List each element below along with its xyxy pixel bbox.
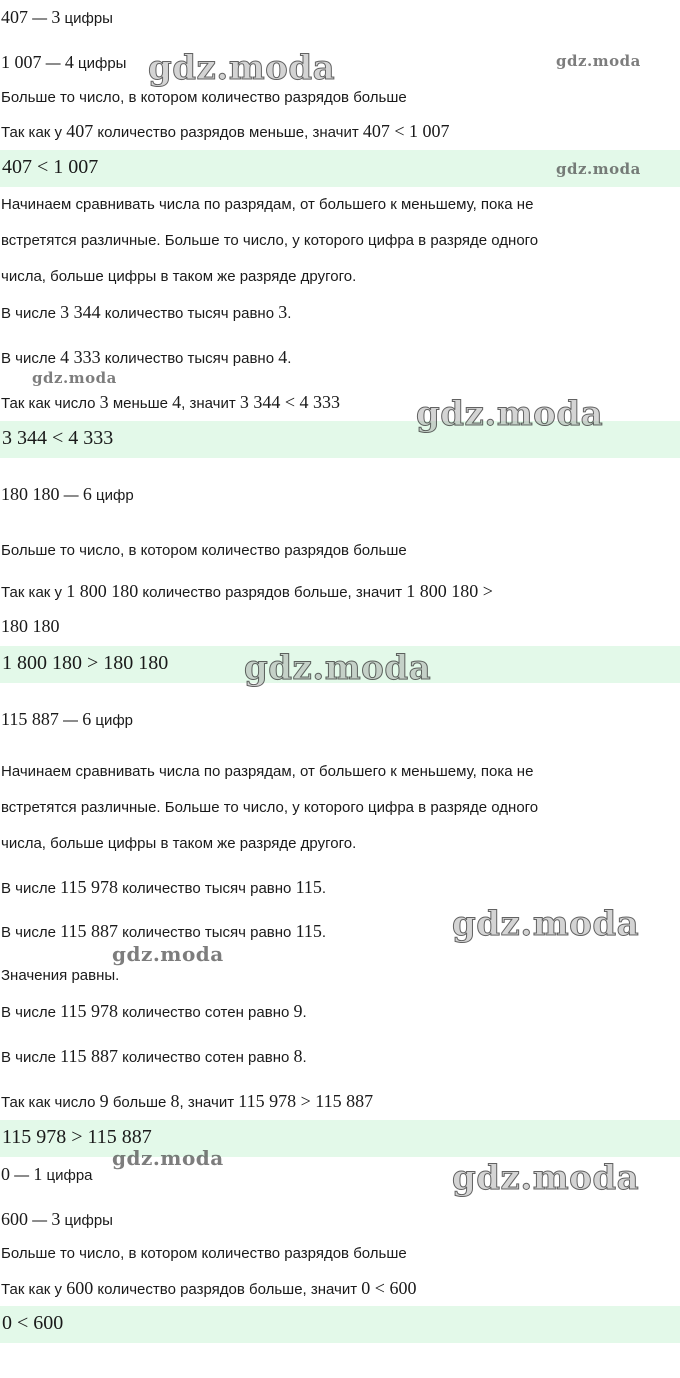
watermark: gdz.moda bbox=[556, 160, 641, 178]
math-expression: 0 < 600 bbox=[361, 1278, 417, 1298]
text: Так как у bbox=[1, 124, 67, 141]
text: Начинаем сравнивать числа по разрядам, от большего к меньшему, пока не bbox=[1, 763, 534, 780]
text: количество разрядов больше, значит bbox=[138, 584, 407, 601]
text: . bbox=[321, 880, 327, 897]
line-1007-digits bbox=[1, 51, 126, 75]
rule-text bbox=[1, 1243, 407, 1265]
math-number: 3 bbox=[51, 1209, 61, 1229]
text: Так как у bbox=[1, 584, 67, 601]
paragraph-line bbox=[1, 833, 356, 855]
rule-text bbox=[1, 540, 407, 562]
conclusion-line bbox=[1, 120, 450, 144]
math-number: 9 bbox=[99, 1091, 109, 1111]
line-0-digits bbox=[1, 1163, 93, 1187]
text: . bbox=[287, 305, 292, 322]
text: встретятся различные. Больше то число, у которого цифра в разряде одного bbox=[1, 232, 539, 249]
math-number: 4 bbox=[172, 392, 182, 412]
text: В числе bbox=[1, 1049, 61, 1066]
rule-text bbox=[1, 87, 407, 109]
values-equal-line bbox=[1, 965, 119, 987]
text: встретятся различные. Больше то число, у которого цифра в разряде одного bbox=[1, 799, 539, 816]
math-number: 3 bbox=[51, 7, 61, 27]
answer-highlight bbox=[0, 1306, 680, 1343]
text: Так как число bbox=[1, 395, 100, 412]
text: цифра bbox=[42, 1167, 93, 1184]
paragraph-line bbox=[1, 194, 533, 216]
math-number: 4 333 bbox=[60, 347, 101, 367]
text: количество тысяч равно bbox=[100, 305, 279, 322]
text: , значит bbox=[179, 1094, 239, 1111]
text: количество сотен равно bbox=[117, 1004, 294, 1021]
text: В числе bbox=[1, 350, 61, 367]
watermark: gdz.moda bbox=[416, 394, 604, 434]
text: количество тысяч равно bbox=[117, 924, 296, 941]
line-180180-digits bbox=[1, 483, 134, 507]
math-expression: 1 800 180 > bbox=[406, 581, 493, 601]
thousands-line bbox=[1, 920, 326, 944]
text: Значения равны. bbox=[1, 967, 120, 984]
math-number: 6 bbox=[82, 709, 92, 729]
text: Больше то число, в котором количество разрядов больше bbox=[1, 1245, 407, 1262]
watermark: gdz.moda bbox=[556, 52, 641, 70]
answer-text: 1 800 180 > 180 180 bbox=[2, 652, 169, 674]
answer-text: 3 344 < 4 333 bbox=[2, 427, 114, 449]
text: В числе bbox=[1, 1004, 61, 1021]
math-number: 115 bbox=[295, 877, 322, 897]
math-number: 115 887 bbox=[1, 709, 59, 729]
math-number: 180 180 bbox=[1, 616, 60, 636]
math-number: 3 bbox=[278, 302, 288, 322]
conclusion-line bbox=[1, 391, 340, 415]
text: цифры bbox=[73, 55, 127, 72]
text: — bbox=[41, 55, 65, 72]
text: — bbox=[58, 712, 83, 729]
text: Больше то число, в котором количество разрядов больше bbox=[1, 542, 407, 559]
watermark: gdz.moda bbox=[244, 648, 432, 688]
line-115887-digits bbox=[1, 708, 133, 732]
text: количество разрядов больше, значит bbox=[93, 1281, 362, 1298]
math-number: 6 bbox=[82, 484, 92, 504]
watermark: gdz.moda bbox=[452, 1158, 640, 1198]
paragraph-line bbox=[1, 797, 538, 819]
text: количество разрядов меньше, значит bbox=[93, 124, 363, 141]
text: больше bbox=[108, 1094, 171, 1111]
text: Так как число bbox=[1, 1094, 100, 1111]
math-number: 600 bbox=[66, 1278, 94, 1298]
text: цифр bbox=[91, 487, 134, 504]
watermark: gdz.moda bbox=[112, 1146, 224, 1170]
text: . bbox=[321, 924, 327, 941]
math-number: 407 bbox=[1, 7, 28, 27]
conclusion-line bbox=[1, 1277, 416, 1301]
answer-text: 0 < 600 bbox=[2, 1312, 64, 1334]
watermark: gdz.moda bbox=[148, 48, 336, 88]
text: . bbox=[287, 350, 292, 367]
hundreds-line bbox=[1, 1000, 307, 1024]
math-number: 8 bbox=[293, 1046, 303, 1066]
text: числа, больше цифры в таком же разряде другого. bbox=[1, 268, 357, 285]
text: . bbox=[302, 1049, 307, 1066]
text: цифр bbox=[91, 712, 134, 729]
math-number: 115 887 bbox=[60, 921, 118, 941]
text: — bbox=[59, 487, 83, 504]
text: Начинаем сравнивать числа по разрядам, от большего к меньшему, пока не bbox=[1, 196, 534, 213]
text: В числе bbox=[1, 880, 61, 897]
hundreds-line bbox=[1, 1045, 307, 1069]
text: . bbox=[302, 1004, 307, 1021]
answer-text: 407 < 1 007 bbox=[2, 156, 99, 178]
math-number: 600 bbox=[1, 1209, 28, 1229]
math-expression: 115 978 > 115 887 bbox=[238, 1091, 374, 1111]
math-number: 0 bbox=[1, 1164, 10, 1184]
text: Так как у bbox=[1, 1281, 67, 1298]
answer-text: 115 978 > 115 887 bbox=[2, 1126, 152, 1148]
text: В числе bbox=[1, 924, 61, 941]
text: количество сотен равно bbox=[117, 1049, 294, 1066]
text: цифры bbox=[60, 10, 113, 27]
math-expression: 407 < 1 007 bbox=[362, 121, 450, 141]
watermark: gdz.moda bbox=[452, 904, 640, 944]
text: количество тысяч равно bbox=[100, 350, 279, 367]
paragraph-line bbox=[1, 761, 533, 783]
conclusion-line bbox=[1, 1090, 373, 1114]
math-expression: 3 344 < 4 333 bbox=[239, 392, 341, 412]
math-number: 407 bbox=[66, 121, 94, 141]
answer-highlight bbox=[0, 1120, 680, 1157]
text: — bbox=[28, 1212, 52, 1229]
text: , значит bbox=[181, 395, 240, 412]
paragraph-line bbox=[1, 230, 538, 252]
text: числа, больше цифры в таком же разряде другого. bbox=[1, 835, 357, 852]
math-number: 1 bbox=[33, 1164, 43, 1184]
thousands-line bbox=[1, 346, 291, 370]
text: — bbox=[10, 1167, 34, 1184]
math-number: 115 978 bbox=[60, 877, 118, 897]
paragraph-line bbox=[1, 266, 356, 288]
conclusion-line bbox=[1, 580, 493, 604]
math-number: 4 bbox=[278, 347, 288, 367]
math-number: 180 180 bbox=[1, 484, 60, 504]
watermark: gdz.moda bbox=[112, 942, 224, 966]
math-number: 3 344 bbox=[60, 302, 101, 322]
math-number: 1 007 bbox=[1, 52, 42, 72]
math-number: 4 bbox=[64, 52, 74, 72]
conclusion-line-continued bbox=[1, 615, 60, 639]
text: Больше то число, в котором количество разрядов больше bbox=[1, 89, 407, 106]
watermark: gdz.moda bbox=[32, 369, 117, 387]
math-number: 1 800 180 bbox=[66, 581, 139, 601]
thousands-line bbox=[1, 301, 291, 325]
math-number: 115 978 bbox=[60, 1001, 118, 1021]
math-number: 3 bbox=[99, 392, 109, 412]
line-600-digits bbox=[1, 1208, 113, 1232]
thousands-line bbox=[1, 876, 326, 900]
line-407-digits bbox=[1, 6, 113, 30]
text: В числе bbox=[1, 305, 61, 322]
text: меньше bbox=[108, 395, 173, 412]
math-number: 9 bbox=[293, 1001, 303, 1021]
math-number: 115 887 bbox=[60, 1046, 118, 1066]
math-number: 115 bbox=[295, 921, 322, 941]
text: количество тысяч равно bbox=[117, 880, 296, 897]
math-number: 8 bbox=[170, 1091, 180, 1111]
text: цифры bbox=[60, 1212, 113, 1229]
text: — bbox=[28, 10, 52, 27]
